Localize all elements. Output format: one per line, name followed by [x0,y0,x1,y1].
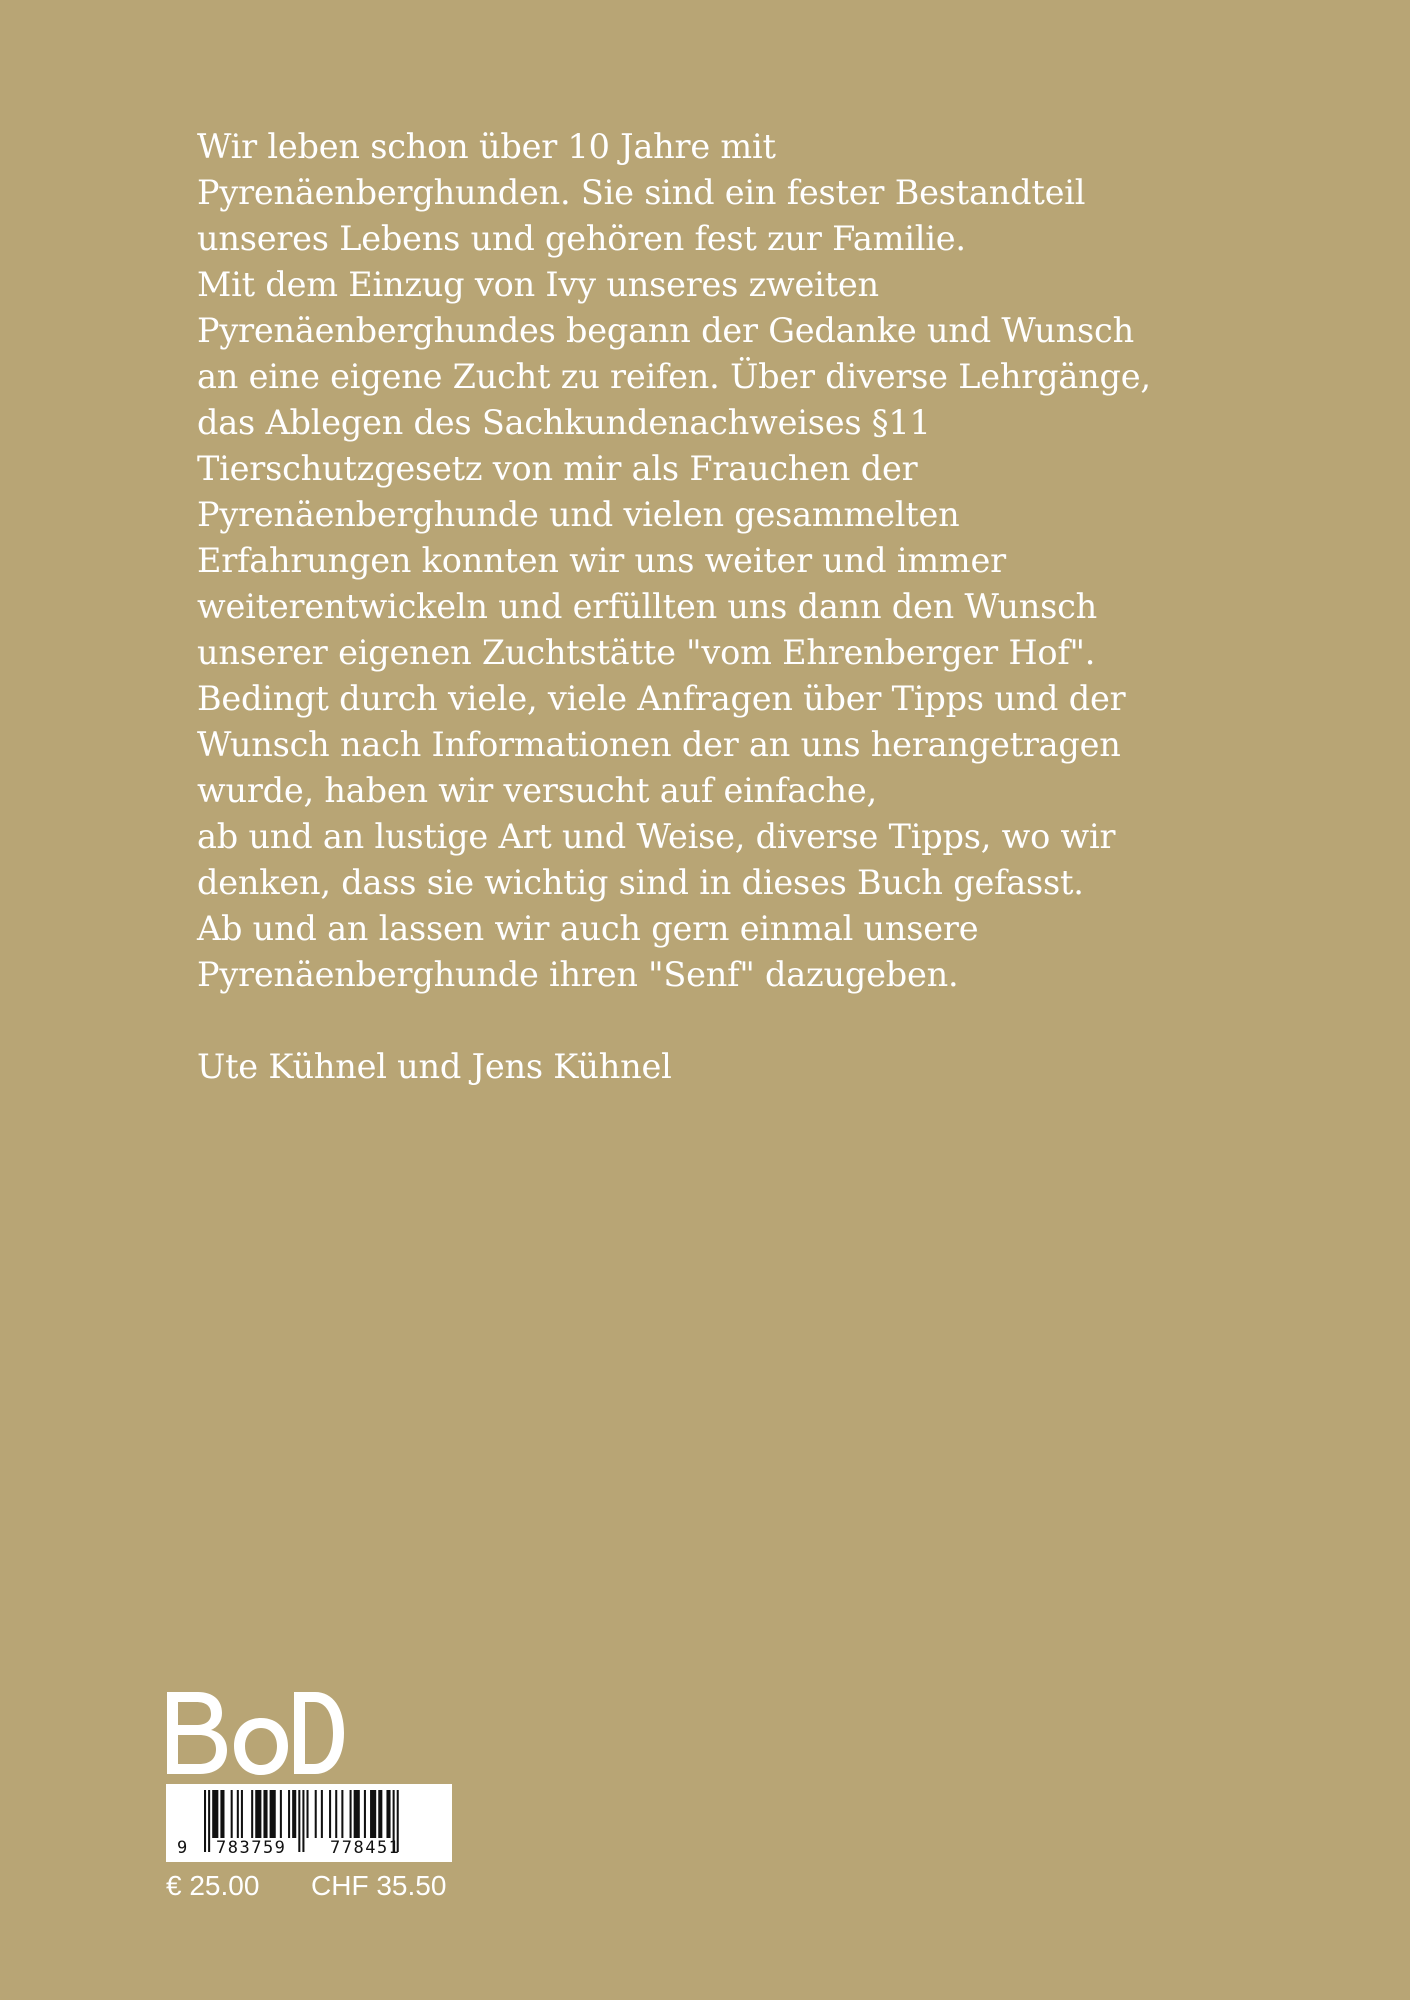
barcode-bar [321,1790,323,1838]
barcode-bar [251,1790,253,1838]
blurb-line: Wunsch nach Informationen der an uns herangetragen [197,725,1121,764]
barcode-bar [280,1790,282,1838]
isbn-right-group: 778451 [330,1838,401,1858]
author-names: Ute Kühnel und Jens Kühnel [197,1047,672,1086]
blurb-line: Mit dem Einzug von Ivy unseres zweiten [197,265,879,304]
barcode-bar [354,1790,360,1838]
price-eur: € 25.00 [166,1870,260,1901]
barcode-bar [237,1790,239,1838]
blurb-line: wurde, haben wir versucht auf einfache, [197,771,877,810]
barcode-bar [350,1790,352,1838]
barcode-bar [220,1790,224,1838]
blurb-line: an eine eigene Zucht zu reifen. Über diverse Lehrgänge, [197,357,1151,396]
blurb-line: weiterentwickeln und erfüllten uns dann den Wunsch [197,587,1098,626]
blurb-line: Pyrenäenberghunde ihren "Senf" dazugeben. [197,955,959,994]
barcode-bar [307,1790,309,1838]
blurb-line: Bedingt durch viele, viele Anfragen über Tipps und der [197,679,1126,718]
blurb-text [197,124,1197,998]
blurb-line: denken, dass sie wichtig sind in dieses Buch gefasst. [197,863,1084,902]
barcode-bar [212,1790,218,1838]
isbn-barcode [166,1784,452,1862]
barcode-bar [315,1790,317,1838]
barcode-bar [335,1790,337,1838]
blurb-line: Pyrenäenberghundes begann der Gedanke und Wunsch [197,311,1134,350]
barcode-bar [378,1790,382,1838]
barcode-bar [370,1790,376,1838]
bod-logo [164,1688,344,1778]
isbn-lead-digit: 9 [177,1838,188,1858]
barcode-bar [241,1790,243,1838]
blurb-line: das Ablegen des Sachkundenachweises §11 [197,403,931,442]
barcode-bar [270,1790,276,1838]
barcode-bar [341,1790,343,1838]
barcode-bar [255,1790,261,1838]
isbn-digits [166,1836,452,1860]
barcode-bar [364,1790,366,1838]
isbn-left-group: 783759 [216,1838,287,1858]
barcode-bar [292,1790,296,1838]
price-chf: CHF 35.50 [311,1870,447,1901]
blurb-line: Pyrenäenberghunde und vielen gesammelten [197,495,960,534]
blurb-line: Wir leben schon über 10 Jahre mit [197,127,776,166]
blurb-line: unseres Lebens und gehören fest zur Familie. [197,219,966,258]
barcode-bar [231,1790,233,1838]
blurb-line: Tierschutzgesetz von mir als Frauchen der [197,449,918,488]
barcode-bar [329,1790,331,1838]
blurb-line: ab und an lustige Art und Weise, diverse Tipps, wo wir [197,817,1116,856]
barcode-bar [263,1790,267,1838]
blurb-line: Pyrenäenberghunden. Sie sind ein fester Bestandteil [197,173,1086,212]
blurb-line: Erfahrungen konnten wir uns weiter und immer [197,541,1006,580]
blurb-line: unserer eigenen Zuchtstätte "vom Ehrenberger Hof". [197,633,1096,672]
blurb-line: Ab und an lassen wir auch gern einmal unsere [197,909,979,948]
barcode-bar [386,1790,390,1838]
price-block [166,1868,466,1904]
barcode-bar [288,1790,290,1838]
